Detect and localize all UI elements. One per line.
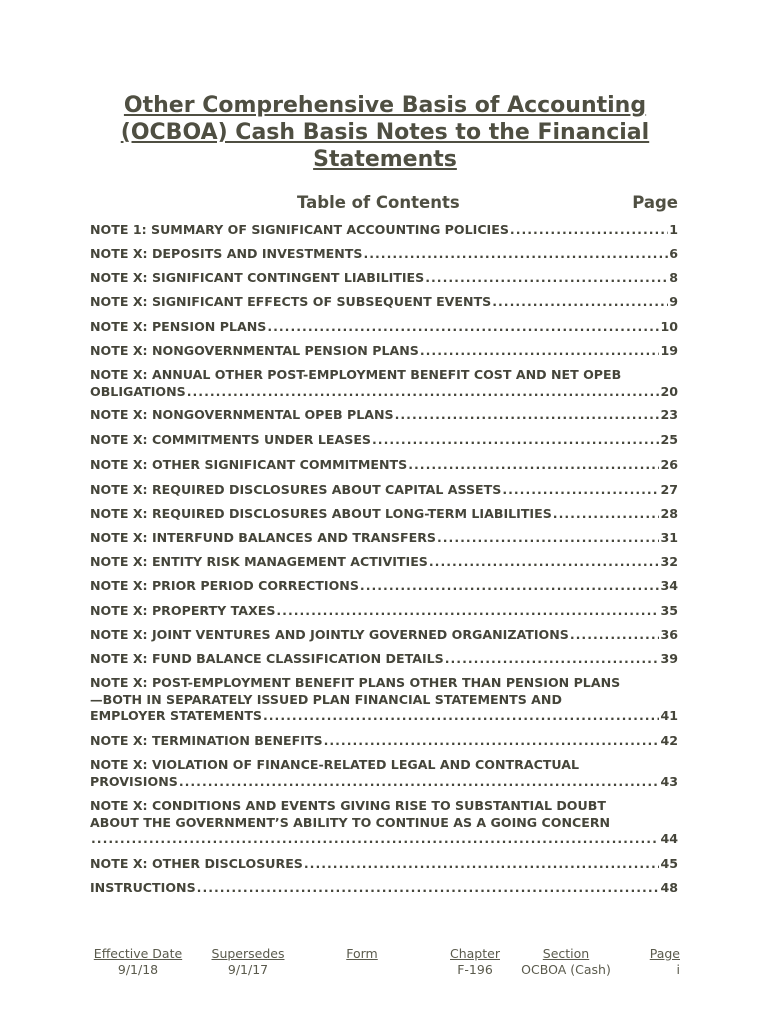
form-label: Form: [346, 946, 378, 961]
toc-entry[interactable]: [90, 577, 678, 594]
toc-entry[interactable]: [90, 481, 678, 498]
toc-page-number: 31: [660, 530, 678, 545]
toc-entry[interactable]: [90, 221, 678, 238]
toc-page-number: 43: [660, 773, 678, 789]
toc-page-number: 8: [669, 270, 678, 285]
footer-chapter: [446, 946, 504, 978]
toc-entry[interactable]: [90, 505, 678, 522]
toc-entry[interactable]: [90, 732, 678, 749]
toc-entry[interactable]: [90, 830, 678, 847]
footer-effective-date: [90, 946, 186, 978]
dot-leader: [263, 707, 659, 724]
toc-page-number: 6: [669, 246, 678, 261]
toc-entry-text: NOTE X: SIGNIFICANT CONTINGENT LIABILITIES: [90, 270, 425, 285]
page-column-heading: Page: [632, 193, 678, 212]
toc-entry[interactable]: [90, 318, 678, 335]
footer-section: [516, 946, 616, 978]
footer-form: [340, 946, 384, 962]
toc-entry-text: NOTE X: COMMITMENTS UNDER LEASES: [90, 432, 371, 447]
toc-entry-line: [90, 366, 678, 383]
toc-entry[interactable]: [90, 602, 678, 619]
toc-page-number: 9: [669, 294, 678, 309]
toc-page-number: 42: [660, 733, 678, 748]
toc-entry[interactable]: [90, 773, 678, 790]
toc-entry-text: NOTE X: INTERFUND BALANCES AND TRANSFERS: [90, 530, 436, 545]
toc-entry-text: NOTE X: NONGOVERNMENTAL OPEB PLANS: [90, 407, 394, 422]
toc-entry-text-end: EMPLOYER STATEMENTS: [90, 708, 262, 723]
toc-entry[interactable]: [90, 293, 678, 310]
toc-page-number: 45: [660, 856, 678, 871]
toc-page-number: 27: [660, 482, 678, 497]
dot-leader: [492, 293, 668, 310]
toc-entry-line: [90, 756, 678, 773]
toc-page-number: 48: [660, 880, 678, 895]
dot-leader: [395, 406, 660, 423]
toc-entry[interactable]: [90, 707, 678, 724]
toc-page-number: 20: [660, 383, 678, 399]
dot-leader: [179, 773, 660, 790]
toc-page-number: 25: [660, 432, 678, 447]
toc-entry-text-continued: ABOUT THE GOVERNMENT’S ABILITY TO CONTINUE AS A GOING CONCERN: [90, 814, 611, 830]
toc-entry[interactable]: [90, 245, 678, 262]
chapter-value: F-196: [457, 962, 493, 977]
toc-page-number: 41: [660, 708, 678, 723]
dot-leader: [304, 855, 660, 872]
supersedes-value: 9/1/17: [227, 962, 269, 977]
toc-page-number: 34: [660, 578, 678, 593]
toc-entry-text: NOTE X: ANNUAL OTHER POST-EMPLOYMENT BENEFIT COST AND NET OPEB: [90, 367, 622, 382]
dot-leader: [420, 342, 660, 359]
toc-page-number: 39: [660, 651, 678, 666]
toc-entry-text: NOTE 1: SUMMARY OF SIGNIFICANT ACCOUNTING POLICIES: [90, 222, 509, 237]
toc-page-number: 1: [669, 222, 678, 237]
section-label: Section: [542, 946, 590, 961]
chapter-label: Chapter: [450, 946, 500, 961]
toc-entry[interactable]: [90, 406, 678, 423]
dot-leader: [187, 383, 660, 400]
toc-entry[interactable]: [90, 269, 678, 286]
toc-page-number: 23: [660, 407, 678, 422]
toc-entry[interactable]: [90, 529, 678, 546]
toc-entry-text: NOTE X: DEPOSITS AND INVESTMENTS: [90, 246, 363, 261]
toc-entry-text: NOTE X: VIOLATION OF FINANCE-RELATED LEGAL AND CONTRACTUAL: [90, 757, 580, 772]
toc-page-number: 19: [660, 343, 678, 358]
toc-entry-text-end: OBLIGATIONS: [90, 383, 186, 399]
toc-entry-line: [90, 691, 678, 708]
toc-entry-text: NOTE X: PROPERTY TAXES: [90, 603, 276, 618]
toc-entry-text: NOTE X: REQUIRED DISCLOSURES ABOUT CAPITAL ASSETS: [90, 482, 502, 497]
dot-leader: [360, 577, 660, 594]
toc-entry[interactable]: [90, 855, 678, 872]
toc-page-number: 32: [660, 554, 678, 569]
toc-entry-line: [90, 797, 678, 814]
toc-entry-text: NOTE X: NONGOVERNMENTAL PENSION PLANS: [90, 343, 419, 358]
dot-leader: [267, 318, 659, 335]
toc-entry-text: INSTRUCTIONS: [90, 880, 196, 895]
footer-supersedes: [208, 946, 288, 978]
dot-leader: [324, 732, 660, 749]
dot-leader: [408, 456, 659, 473]
toc-page-number: 44: [660, 831, 678, 846]
supersedes-label: Supersedes: [211, 946, 285, 961]
toc-page-number: 28: [660, 506, 678, 521]
effective-date-value: 9/1/18: [117, 962, 159, 977]
page-footer: [90, 946, 680, 982]
toc-entry-text: NOTE X: SIGNIFICANT EFFECTS OF SUBSEQUENT EVENTS: [90, 294, 492, 309]
page-value: i: [676, 962, 680, 977]
toc-heading: Table of Contents: [297, 193, 460, 212]
dot-leader: [570, 626, 660, 643]
dot-leader: [502, 481, 659, 498]
toc-entry-text: NOTE X: FUND BALANCE CLASSIFICATION DETAILS: [90, 651, 444, 666]
dot-leader: [429, 553, 660, 570]
effective-date-label: Effective Date: [93, 946, 183, 961]
toc-entry-text: NOTE X: CONDITIONS AND EVENTS GIVING RISE TO SUBSTANTIAL DOUBT: [90, 798, 606, 813]
dot-leader: [425, 269, 668, 286]
toc-entry-line: [90, 674, 678, 691]
dot-leader: [276, 602, 659, 619]
toc-entry-text: NOTE X: ENTITY RISK MANAGEMENT ACTIVITIES: [90, 554, 428, 569]
toc-page-number: 10: [660, 319, 678, 334]
page-label: Page: [649, 946, 680, 961]
toc-entry[interactable]: [90, 553, 678, 570]
dot-leader: [363, 245, 668, 262]
toc-entry-text-end: PROVISIONS: [90, 773, 178, 789]
toc-entry-text: NOTE X: JOINT VENTURES AND JOINTLY GOVERNED ORGANIZATIONS: [90, 627, 569, 642]
dot-leader: [91, 830, 659, 847]
dot-leader: [437, 529, 659, 546]
dot-leader: [197, 879, 660, 896]
dot-leader: [553, 505, 660, 522]
document-title: Other Comprehensive Basis of Accounting (OCBOA) Cash Basis Notes to the Financial Statements: [120, 93, 650, 172]
toc-entry[interactable]: [90, 383, 678, 400]
toc-entry[interactable]: [90, 342, 678, 359]
toc-entry[interactable]: [90, 879, 678, 896]
toc-entry-text: NOTE X: OTHER DISCLOSURES: [90, 856, 303, 871]
footer-page: [642, 946, 680, 978]
toc-entry-text-continued: —BOTH IN SEPARATELY ISSUED PLAN FINANCIAL STATEMENTS AND: [90, 691, 562, 707]
dot-leader: [372, 431, 659, 448]
dot-leader: [445, 650, 660, 667]
toc-entry[interactable]: [90, 650, 678, 667]
toc-entry-text: NOTE X: REQUIRED DISCLOSURES ABOUT LONG-TERM LIABILITIES: [90, 506, 552, 521]
toc-entry-text: NOTE X: TERMINATION BENEFITS: [90, 733, 323, 748]
toc-entry-text: NOTE X: OTHER SIGNIFICANT COMMITMENTS: [90, 457, 408, 472]
toc-entry-text: NOTE X: PENSION PLANS: [90, 319, 267, 334]
toc-entry[interactable]: [90, 431, 678, 448]
toc-header: [90, 193, 678, 215]
toc-entry[interactable]: [90, 626, 678, 643]
toc-entry-text: NOTE X: PRIOR PERIOD CORRECTIONS: [90, 578, 359, 593]
toc-page-number: 36: [660, 627, 678, 642]
toc-page-number: 35: [660, 603, 678, 618]
dot-leader: [510, 221, 668, 238]
toc-entry-line: [90, 814, 678, 831]
toc-entry[interactable]: [90, 456, 678, 473]
toc-entry-text: NOTE X: POST-EMPLOYMENT BENEFIT PLANS OTHER THAN PENSION PLANS: [90, 675, 621, 690]
toc-page-number: 26: [660, 457, 678, 472]
section-value: OCBOA (Cash): [521, 962, 611, 977]
